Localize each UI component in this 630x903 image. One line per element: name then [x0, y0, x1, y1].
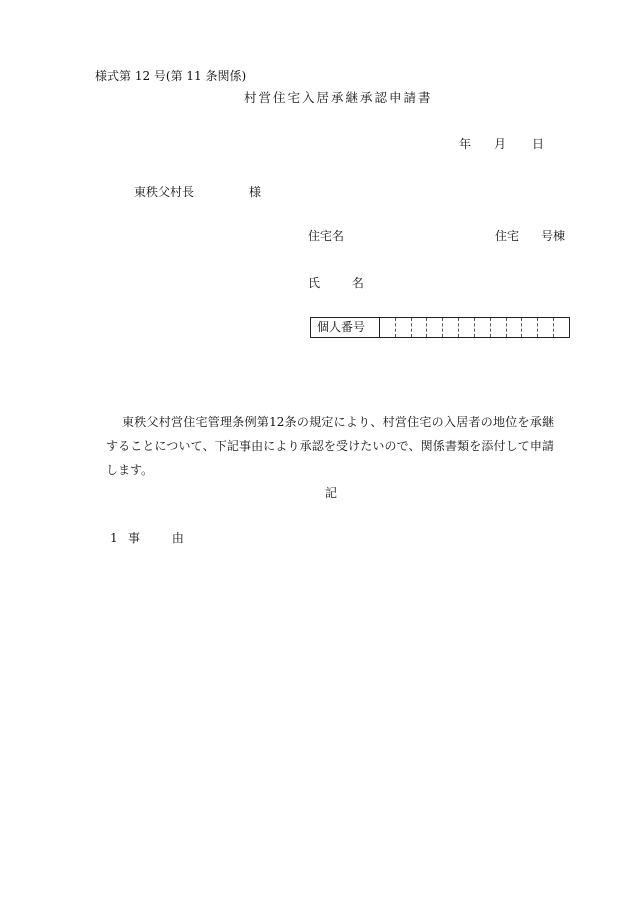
item-label-reason: 事 由	[128, 531, 198, 545]
my-number-digit-cell	[412, 318, 428, 337]
addressee-suffix: 様	[249, 185, 262, 199]
my-number-digit-cell	[554, 318, 569, 337]
document-title: 村営住宅入居承継承認申請書	[244, 90, 433, 105]
my-number-digit-cell	[507, 318, 523, 337]
applicant-name-label: 氏 名	[308, 276, 378, 290]
my-number-digit-cell	[522, 318, 538, 337]
my-number-field	[310, 317, 570, 338]
date-year-label: 年	[459, 137, 472, 151]
my-number-digit-cell	[491, 318, 507, 337]
date-month-label: 月	[494, 137, 507, 151]
housing-name-label: 住宅名	[308, 229, 345, 243]
application-body-text: 東秩父村営住宅管理条例第12条の規定により、村営住宅の入居者の地位を承継することについて、下記事由により承認を受けたいので、関係書類を添付して申請します。	[106, 415, 554, 477]
building-number-label: 号棟	[541, 229, 566, 243]
housing-label: 住宅	[495, 229, 520, 243]
date-day-label: 日	[532, 137, 545, 151]
my-number-digit-cell	[475, 318, 491, 337]
my-number-digit-cell	[459, 318, 475, 337]
my-number-label: 個人番号	[311, 318, 380, 337]
my-number-digit-cell	[427, 318, 443, 337]
form-number: 様式第 12 号(第 11 条関係)	[95, 69, 247, 83]
addressee-name: 東秩父村長	[134, 185, 195, 199]
my-number-digit-cells	[380, 318, 569, 337]
my-number-digit-cell	[443, 318, 459, 337]
my-number-digit-cell	[538, 318, 554, 337]
my-number-digit-cell	[396, 318, 412, 337]
my-number-digit-cell	[380, 318, 396, 337]
item-number: 1	[110, 531, 118, 545]
ki-notation: 記	[325, 486, 338, 500]
